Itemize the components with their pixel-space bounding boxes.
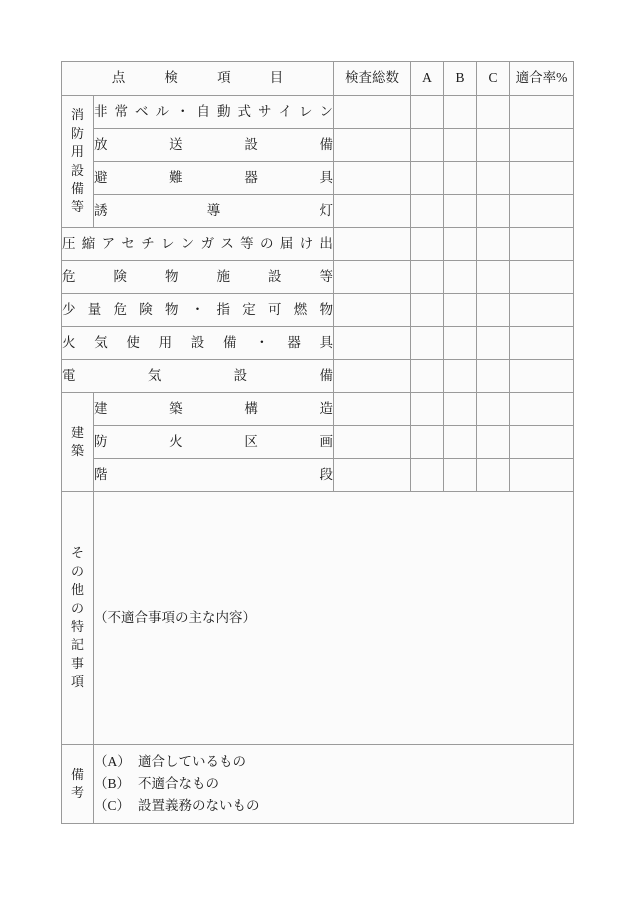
cell-c[interactable] [477,96,510,129]
item-name-text [62,269,333,286]
item-name-char: 送 [169,136,183,152]
table-header-row [62,62,574,96]
cell-c[interactable] [477,129,510,162]
cell-a[interactable] [411,327,444,360]
cell-rate[interactable] [510,96,574,129]
cell-a[interactable] [411,162,444,195]
item-name-char: 火 [169,433,183,449]
item-name-char: 器 [244,169,258,185]
remarks-line-tag: （A） [94,754,131,770]
cell-a[interactable] [411,360,444,393]
item-name-char: 放 [94,136,108,152]
notes-section-row [62,492,574,745]
item-name-cell [94,162,334,195]
item-name-char: 建 [94,400,108,416]
cell-rate[interactable] [510,327,574,360]
remarks-section-body [94,745,574,824]
item-name-char: 気 [94,334,108,350]
cell-rate[interactable] [510,195,574,228]
item-name-char: 物 [165,301,179,317]
remarks-label-vertical-text [62,745,93,823]
item-name-cell [62,294,334,327]
cell-total[interactable] [334,129,411,162]
item-name-char: 避 [94,169,108,185]
item-name-char: 設 [244,136,258,152]
cell-b[interactable] [444,162,477,195]
item-name-char: 電 [62,367,76,383]
item-name-cell [62,360,334,393]
cell-b[interactable] [444,129,477,162]
cell-a[interactable] [411,393,444,426]
notes-label-char: 記 [70,637,84,653]
notes-label-char: 特 [70,619,84,634]
cell-b[interactable] [444,261,477,294]
cell-b[interactable] [444,294,477,327]
item-name-char: 等 [319,268,333,284]
cell-c[interactable] [477,360,510,393]
remarks-section-row [62,745,574,824]
cell-total[interactable] [334,228,411,261]
table-row [62,195,574,228]
cell-a[interactable] [411,261,444,294]
cell-b[interactable] [444,195,477,228]
cell-c[interactable] [477,426,510,459]
item-name-char: 届 [279,235,294,251]
group-label-vertical-text [62,96,93,227]
item-name-text [94,467,333,484]
remarks-label-char: 考 [70,785,84,800]
item-name-char: 自 [196,103,210,119]
item-name-text [94,137,333,154]
item-name-char: 指 [216,301,230,317]
item-name-text [62,302,333,319]
item-name-char: の [259,235,274,251]
cell-b[interactable] [444,393,477,426]
cell-total[interactable] [334,261,411,294]
item-name-char: 難 [169,169,183,185]
cell-a[interactable] [411,426,444,459]
cell-rate[interactable] [510,393,574,426]
item-name-text [94,401,333,418]
cell-c[interactable] [477,228,510,261]
item-name-cell [94,426,334,459]
item-name-char: 具 [319,169,333,185]
cell-total[interactable] [334,327,411,360]
cell-a[interactable] [411,195,444,228]
cell-total[interactable] [334,426,411,459]
item-name-char: 備 [319,367,333,383]
remarks-line [94,751,573,773]
item-name-char: 縮 [81,235,96,251]
item-name-char: 圧 [62,235,76,251]
column-header-rate: 適合率% [510,62,574,96]
notes-heading: （不適合事項の主な内容） [94,609,256,625]
remarks-label-char: 備 [70,766,84,782]
item-name-char: 危 [62,268,76,284]
item-name-char: 険 [139,301,153,317]
cell-total[interactable] [334,294,411,327]
item-name-cell [62,261,334,294]
group-label-3 [62,393,94,492]
item-name-text [62,335,333,352]
item-name-cell [94,96,334,129]
item-name-char: 具 [319,334,333,350]
cell-total[interactable] [334,393,411,426]
cell-c[interactable] [477,261,510,294]
item-name-char: イ [278,103,292,119]
table-row [62,129,574,162]
table-row [62,96,574,129]
notes-label-char: の [70,563,84,579]
item-name-char: 設 [190,334,205,350]
item-name-char: 険 [113,268,127,284]
item-name-char: 導 [206,202,221,218]
cell-b[interactable] [444,426,477,459]
item-name-char: レ [160,235,175,251]
notes-label-char: の [70,600,84,616]
cell-total[interactable] [334,96,411,129]
item-name-char: 出 [319,235,333,251]
group-label-char: 用 [70,144,84,160]
item-name-char: ス [220,235,234,251]
item-name-char: 用 [158,334,173,350]
item-name-char: 灯 [319,202,333,218]
group-label-char: 等 [70,199,84,215]
item-name-text [62,368,333,385]
item-name-char: ル [155,103,169,119]
group-label-char: 防 [70,125,84,141]
cell-a[interactable] [411,96,444,129]
group-label-1 [62,96,94,228]
cell-b[interactable] [444,360,477,393]
remarks-line-text: 設置義務のないもの [138,797,260,813]
cell-rate[interactable] [510,459,574,492]
notes-label-char: 事 [70,655,84,671]
item-name-text [94,434,333,451]
cell-rate[interactable] [510,162,574,195]
column-header-c: C [477,62,510,96]
column-header-total: 検査総数 [334,62,411,96]
item-name-char: 動 [217,103,231,119]
cell-rate[interactable] [510,426,574,459]
remarks-line-text: 適合しているもの [138,754,246,770]
item-name-cell [94,393,334,426]
item-name-char: ・ [190,301,205,317]
cell-c[interactable] [477,327,510,360]
table-row [62,228,574,261]
table-row [62,327,574,360]
item-name-char: ベ [135,103,149,119]
column-header-item [62,62,334,96]
cell-c[interactable] [477,162,510,195]
group-label-char: 建 [70,424,84,440]
remarks-section-label [62,745,94,824]
cell-a[interactable] [411,459,444,492]
item-name-char: ン [180,235,195,251]
table-row [62,426,574,459]
cell-rate[interactable] [510,129,574,162]
item-name-char: ン [319,103,333,119]
notes-label-char: そ [70,545,84,561]
item-name-char: 階 [94,466,108,482]
item-name-cell [62,327,334,360]
item-name-char: 施 [216,268,230,284]
remarks-line-tag: （C） [94,797,131,813]
item-name-char: ・ [255,334,269,350]
item-name-char: 備 [319,136,333,152]
item-name-char: け [299,235,314,251]
cell-c[interactable] [477,294,510,327]
cell-rate[interactable] [510,360,574,393]
item-name-text [94,170,333,187]
cell-a[interactable] [411,129,444,162]
item-name-char: 式 [237,103,251,119]
item-name-char: 燃 [293,301,308,317]
cell-total[interactable] [334,162,411,195]
cell-total[interactable] [334,459,411,492]
group-label-char: 備 [70,180,84,196]
cell-rate[interactable] [510,261,574,294]
column-header-item-label: 点 検 項 目 [111,70,297,86]
remarks-line-text: 不適合なもの [138,776,219,792]
cell-a[interactable] [411,228,444,261]
item-name-char: ガ [200,235,215,251]
notes-section-label [62,492,94,745]
table-row [62,162,574,195]
cell-c[interactable] [477,459,510,492]
cell-rate[interactable] [510,294,574,327]
item-name-char: ・ [176,103,190,119]
item-name-char: 誘 [94,202,108,218]
table-row [62,459,574,492]
cell-total[interactable] [334,195,411,228]
item-name-char: レ [299,103,313,119]
notes-section-body[interactable] [94,492,574,745]
item-name-cell [94,195,334,228]
cell-a[interactable] [411,294,444,327]
item-name-char: 気 [147,367,162,383]
item-name-char: チ [141,235,155,251]
item-name-char: 段 [319,466,333,482]
item-name-char: 区 [244,433,258,449]
item-name-char: 器 [287,334,301,350]
item-name-char: 物 [165,268,179,284]
item-name-cell [62,228,334,261]
group-label-vertical-text [62,393,93,491]
item-name-char: 火 [62,334,76,350]
item-name-cell [94,459,334,492]
cell-b[interactable] [444,96,477,129]
item-name-char: 使 [126,334,140,350]
inspection-summary-table [61,61,574,824]
item-name-char: 設 [268,268,282,284]
item-name-cell [94,129,334,162]
cell-b[interactable] [444,228,477,261]
table-row [62,360,574,393]
item-name-char: 量 [87,301,102,317]
notes-label-vertical-text [62,492,93,744]
item-name-char: 可 [268,301,282,317]
item-name-char: 防 [94,433,108,449]
group-label-char: 消 [70,107,84,123]
cell-b[interactable] [444,327,477,360]
remarks-line-tag: （B） [94,776,131,792]
table-row [62,294,574,327]
item-name-char: 定 [242,301,256,317]
item-name-char: 備 [222,334,237,350]
item-name-text [94,104,333,121]
cell-c[interactable] [477,393,510,426]
item-name-char: 物 [319,301,333,317]
item-name-char: 少 [62,301,76,317]
remarks-line [94,773,573,795]
notes-label-char: 他 [70,582,84,598]
cell-b[interactable] [444,459,477,492]
table-row [62,261,574,294]
cell-c[interactable] [477,195,510,228]
item-name-char: ア [101,235,116,251]
item-name-char: 造 [319,400,333,416]
item-name-char: サ [258,103,272,119]
group-label-char: 築 [70,443,84,458]
item-name-char: 常 [114,103,128,119]
item-name-char: 画 [319,433,333,449]
cell-rate[interactable] [510,228,574,261]
cell-total[interactable] [334,360,411,393]
column-header-a: A [411,62,444,96]
table-row [62,393,574,426]
item-name-char: 等 [240,235,254,251]
remarks-line [94,795,573,817]
column-header-b: B [444,62,477,96]
item-name-char: 築 [169,400,183,416]
item-name-char: 非 [94,103,108,119]
group-label-char: 設 [70,162,84,178]
item-name-char: 危 [113,301,127,317]
notes-label-char: 項 [70,674,84,690]
item-name-char: セ [121,235,135,251]
item-name-char: 構 [244,400,258,416]
item-name-text [94,203,333,220]
item-name-char: 設 [233,367,248,383]
item-name-text [62,236,333,253]
